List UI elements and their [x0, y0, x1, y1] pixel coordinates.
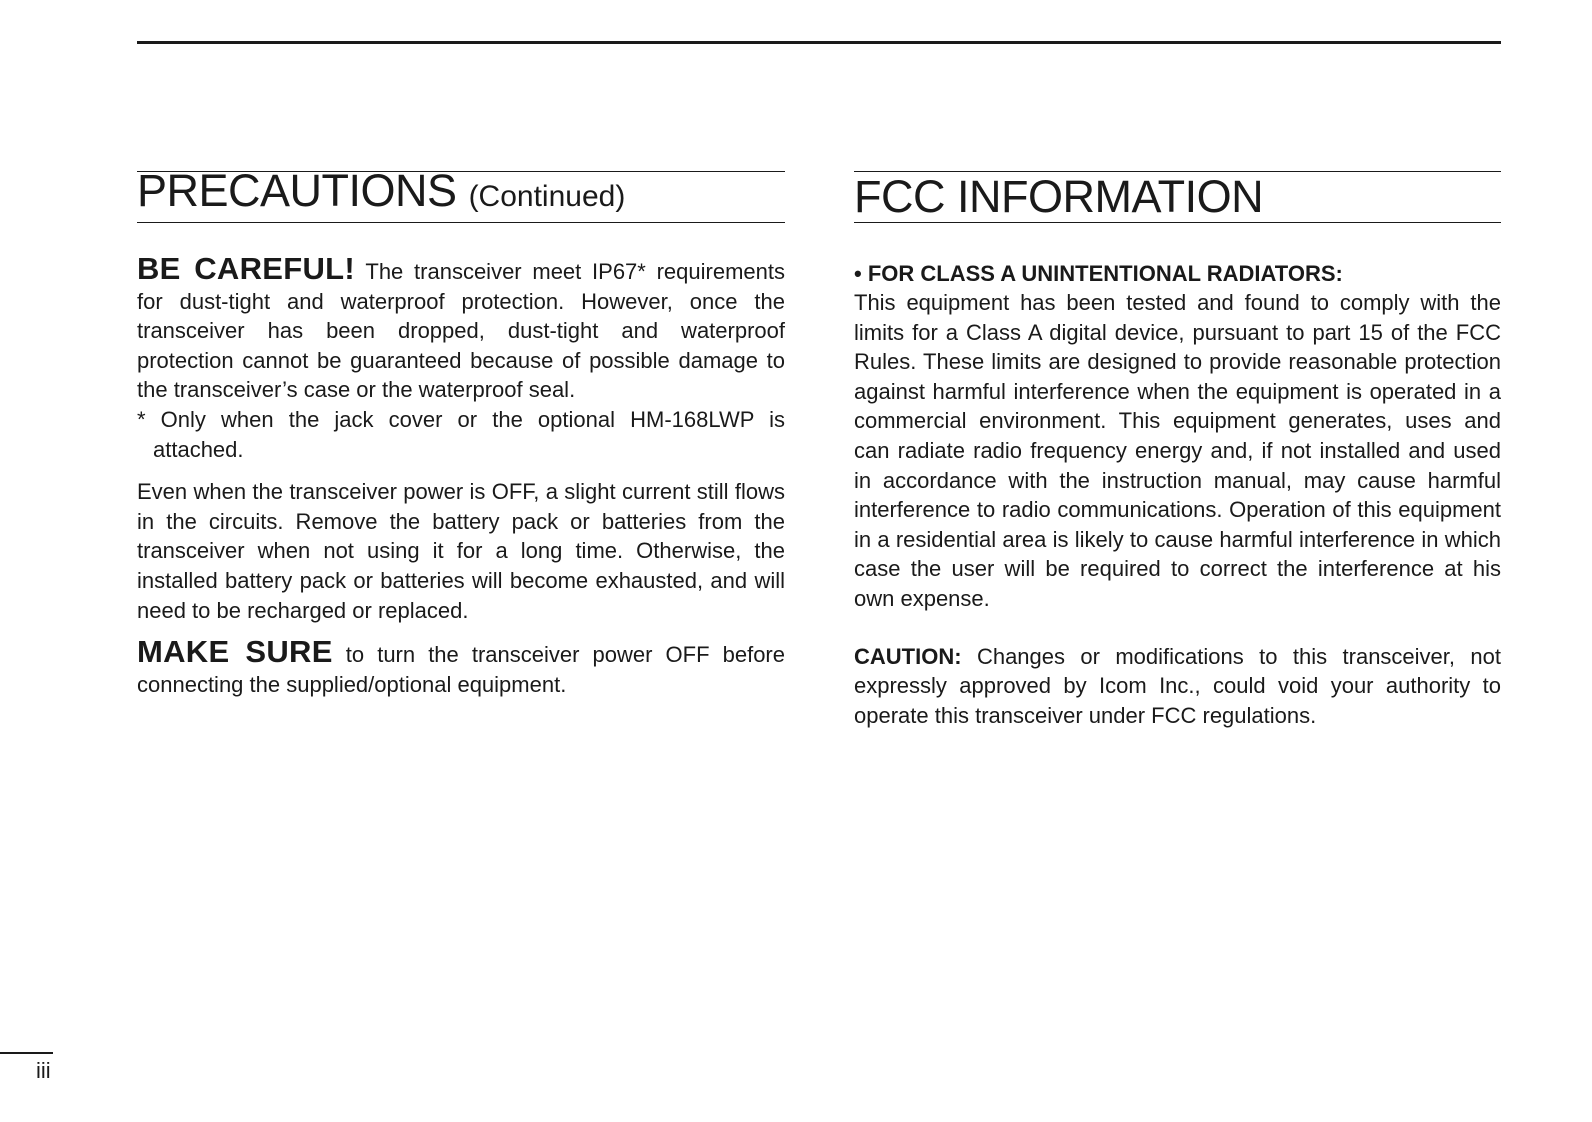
fcc-title: FCC INFORMATION: [854, 171, 1264, 222]
ip67-footnote: * Only when the jack cover or the optional HM-168LWP is attached.: [137, 406, 785, 462]
caution-lead: CAUTION:: [854, 643, 962, 669]
class-a-paragraph: This equipment has been tested and found to comply with the limits for a Class A digital device, pursuant to part 15 of the FCC Rules. These limits are designed to provide reasonable protection against harmful interference when the equipment is operated in a commercial environment. This equipment generates, uses and can radiate radio frequency energy and, if not installed and used in accordance with the instruction manual, may cause harmful interference to radio communications. Operation of this equipment in a residential area is likely to cause harmful interference in which case the user will be required to correct the interference at his own expense.: [854, 290, 1501, 611]
caution-text: Changes or modifications to this transceiver, not expressly approved by Icom Inc., could void your authority to operate this transceiver under FCC regulations.: [854, 643, 1501, 728]
be-careful-paragraph: [137, 251, 785, 405]
power-off-paragraph: Even when the transceiver power is OFF, a slight current still flows in the circuits. Remove the battery pack or batteries from the transceiver when not using it for a long time. Otherwise, the installed battery pack or batteries will become exhausted, and will need to be recharged or replaced.: [137, 479, 785, 623]
precautions-title-text: PRECAUTIONS: [137, 165, 457, 216]
caution-paragraph: [854, 642, 1501, 731]
make-sure-lead: MAKE SURE: [137, 634, 333, 670]
precautions-title: [137, 167, 625, 221]
page-number-divider: [0, 1052, 53, 1054]
be-careful-lead: BE CAREFUL!: [137, 251, 356, 286]
fcc-section: [854, 171, 1501, 730]
make-sure-paragraph: [137, 634, 785, 699]
be-careful-text: The transceiver meet IP67* requirements for dust-tight and waterproof protection. However, once the transceiver has been dropped, dust-tight and waterproof protection cannot be guaranteed because of possible damage to the transceiver’s case or the waterproof seal.: [137, 259, 785, 403]
top-divider: [137, 41, 1501, 44]
precautions-subtitle: (Continued): [468, 180, 626, 213]
precautions-header: [137, 165, 785, 223]
page-number: iii: [36, 1058, 51, 1083]
make-sure-text: to turn the transceiver power OFF before connecting the supplied/optional equipment.: [137, 642, 785, 697]
class-a-heading: • FOR CLASS A UNINTENTIONAL RADIATORS:: [854, 261, 1343, 286]
fcc-header: [854, 171, 1501, 223]
precautions-section: [137, 165, 785, 699]
